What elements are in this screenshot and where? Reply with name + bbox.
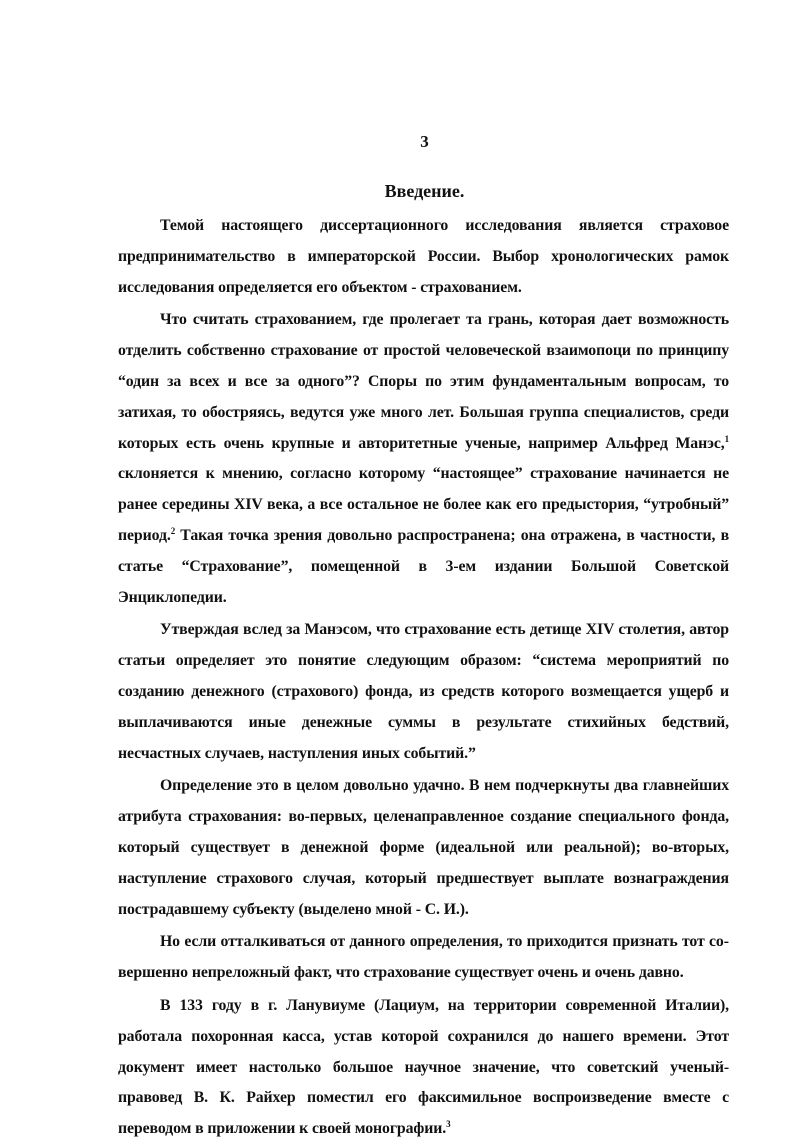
paragraph-1: Темой настоящего диссертационного исследования является страховое предпринимательство в императорской России. Выбор хронологических рамок исследования определяется его объектом - страхованием. — [118, 217, 729, 296]
page-title: Введение. — [384, 181, 465, 201]
footnote-marker-3: 3 — [446, 1119, 451, 1130]
body-text — [118, 211, 729, 1145]
paragraph-2-part-3: Такая точка зрения довольно распространена; она отражена, в частности, в статье “Страхование”, помещенной в 3-ем издании Большой Советской Энциклопедии. — [118, 526, 729, 606]
paragraph-3: Утверждая вслед за Манэсом, что страхование есть детище XIV столетия, автор статьи определяет это понятие следующим образом: “система мероприятий по созданию денежного (страхового) фонда, из средств которого возмещается ущерб и выплачиваются иные денежные суммы в результате стихийных бедствий, несчастных случаев, наступления иных событий.” — [118, 621, 729, 762]
footnote-marker-1: 1 — [724, 433, 729, 444]
paragraph-6-part-1: В 133 году в г. Ланувиуме (Лациум, на территории современной Италии), работала похоронная касса, устав которой сохранился до нашего времени. Этот документ имеет настолько большое научное значение, что советский ученый-правовед В. К. Райхер поместил его факсимильное воспроизведение вместе с переводом в приложении к своей монографии. — [118, 996, 729, 1138]
paragraph-2 — [118, 305, 729, 613]
page-number: 3 — [420, 132, 429, 151]
footnote-marker-2: 2 — [170, 525, 176, 536]
paragraph-2-part-1: Что считать страхованием, где пролегает та грань, которая дает возможность отделить собственно страхование от простой человеческой взаимопоци по принципу “один за всех и все за одного”? Споры по этим фундаментальным вопросам, то затихая, то обостряясь, ведутся уже много лет. Большая группа специалистов, среди которых есть очень крупные и авторитетные ученые, например Альфред Манэс, — [118, 311, 729, 452]
paragraph-5: Но если отталкиваться от данного определения, то приходится признать тот совершенно непреложный факт, что страхование существует очень и очень давно. — [118, 933, 729, 982]
paragraph-2-part-2: склоняется к мнению, согласно которому “настоящее” страхование начинается не ранее середины XIV века, а все остальное не более как его предыстория, “утробный” период. — [118, 465, 729, 544]
paragraph-4: Определение это в целом довольно удачно. В нем подчеркнуты два главнейших атрибута страхования: во-первых, целенаправленное создание специального фонда, который существует в денежной форме (идеальной или реальной); во-вторых, наступление страхового случая, который предшествует выплате вознаграждения пострадавшему субъекту (выделено мной - С. И.). — [118, 777, 729, 918]
